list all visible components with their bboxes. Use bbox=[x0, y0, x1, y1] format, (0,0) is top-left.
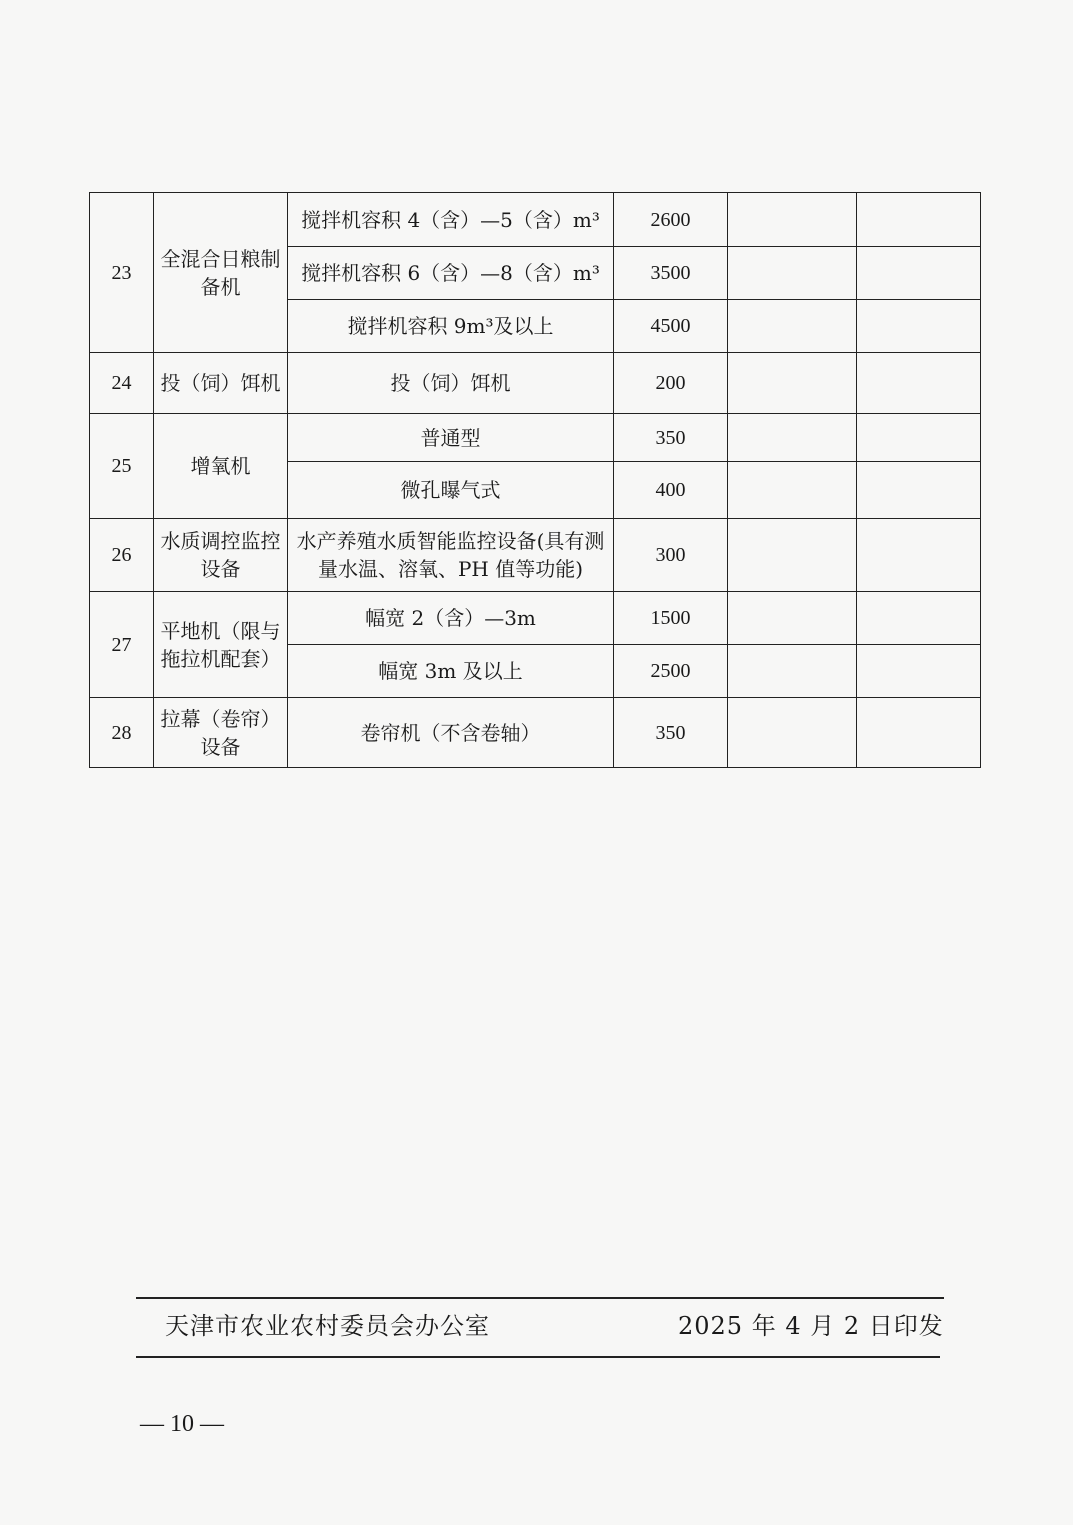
amount-cell: 350 bbox=[614, 414, 728, 462]
empty-cell bbox=[857, 698, 981, 768]
amount-cell: 200 bbox=[614, 353, 728, 414]
spec-cell: 普通型 bbox=[288, 414, 614, 462]
page-number: — 10 — bbox=[140, 1411, 224, 1437]
empty-cell bbox=[728, 462, 857, 519]
issuing-organization: 天津市农业农村委员会办公室 bbox=[165, 1312, 490, 1340]
empty-cell bbox=[728, 247, 857, 300]
table-row bbox=[90, 414, 981, 462]
table-row bbox=[90, 698, 981, 768]
spec-cell: 幅宽 3m 及以上 bbox=[288, 645, 614, 698]
empty-cell bbox=[857, 300, 981, 353]
spec-cell: 水产养殖水质智能监控设备(具有测量水温、溶氧、PH 值等功能) bbox=[288, 519, 614, 592]
empty-cell bbox=[857, 193, 981, 247]
amount-cell: 3500 bbox=[614, 247, 728, 300]
issue-date: 2025 年 4 月 2 日印发 bbox=[678, 1312, 944, 1340]
empty-cell bbox=[728, 698, 857, 768]
spec-cell: 搅拌机容积 9m³及以上 bbox=[288, 300, 614, 353]
amount-cell: 350 bbox=[614, 698, 728, 768]
row-number: 25 bbox=[90, 414, 154, 519]
row-number: 24 bbox=[90, 353, 154, 414]
empty-cell bbox=[857, 247, 981, 300]
row-number: 23 bbox=[90, 193, 154, 353]
amount-cell: 300 bbox=[614, 519, 728, 592]
category-cell: 拉幕（卷帘）设备 bbox=[154, 698, 288, 768]
spec-cell: 投（饲）饵机 bbox=[288, 353, 614, 414]
spec-cell: 微孔曝气式 bbox=[288, 462, 614, 519]
amount-cell: 2600 bbox=[614, 193, 728, 247]
spec-cell: 卷帘机（不含卷轴） bbox=[288, 698, 614, 768]
empty-cell bbox=[857, 645, 981, 698]
empty-cell bbox=[728, 353, 857, 414]
table-row bbox=[90, 353, 981, 414]
empty-cell bbox=[857, 592, 981, 645]
row-number: 28 bbox=[90, 698, 154, 768]
amount-cell: 400 bbox=[614, 462, 728, 519]
category-cell: 投（饲）饵机 bbox=[154, 353, 288, 414]
empty-cell bbox=[857, 462, 981, 519]
amount-cell: 2500 bbox=[614, 645, 728, 698]
footer-bottom-rule bbox=[136, 1356, 940, 1358]
empty-cell bbox=[728, 193, 857, 247]
footer-top-rule bbox=[136, 1297, 944, 1299]
category-cell: 平地机（限与拖拉机配套） bbox=[154, 592, 288, 698]
subsidy-table bbox=[89, 192, 981, 768]
spec-cell: 搅拌机容积 4（含）—5（含）m³ bbox=[288, 193, 614, 247]
empty-cell bbox=[857, 353, 981, 414]
row-number: 26 bbox=[90, 519, 154, 592]
table-row bbox=[90, 592, 981, 645]
empty-cell bbox=[728, 519, 857, 592]
category-cell: 水质调控监控设备 bbox=[154, 519, 288, 592]
table-row bbox=[90, 519, 981, 592]
empty-cell bbox=[728, 592, 857, 645]
row-number: 27 bbox=[90, 592, 154, 698]
empty-cell bbox=[728, 414, 857, 462]
category-cell: 全混合日粮制备机 bbox=[154, 193, 288, 353]
spec-cell: 搅拌机容积 6（含）—8（含）m³ bbox=[288, 247, 614, 300]
empty-cell bbox=[728, 645, 857, 698]
table-row bbox=[90, 193, 981, 247]
empty-cell bbox=[857, 519, 981, 592]
spec-cell: 幅宽 2（含）—3m bbox=[288, 592, 614, 645]
amount-cell: 4500 bbox=[614, 300, 728, 353]
empty-cell bbox=[857, 414, 981, 462]
empty-cell bbox=[728, 300, 857, 353]
category-cell: 增氧机 bbox=[154, 414, 288, 519]
amount-cell: 1500 bbox=[614, 592, 728, 645]
